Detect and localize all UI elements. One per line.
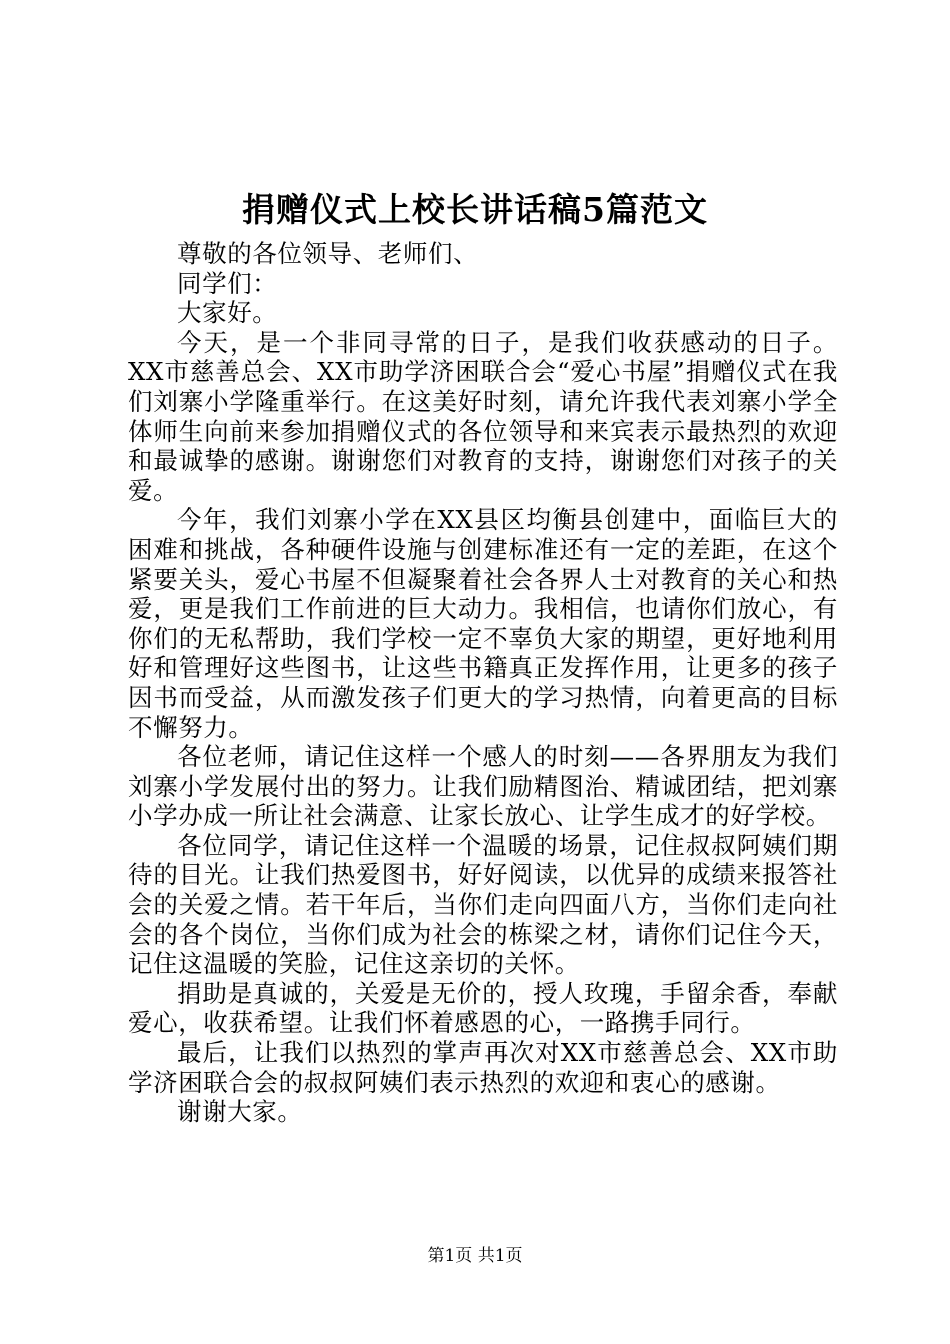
paragraph-closing: 谢谢大家。: [177, 1097, 303, 1127]
document-body: [128, 239, 838, 1127]
paragraph-body-3: 各位老师，请记住这样一个感人的时刻——各界朋友为我们刘寨小学发展付出的努力。让我们励精图治、精诚团结，把刘寨小学办成一所让社会满意、让家长放心、让学生成才的好学校。: [128, 742, 838, 831]
paragraph-body-2: 今年，我们刘寨小学在XX县区均衡县创建中，面临巨大的困难和挑战，各种硬件设施与创建标准还有一定的差距，在这个紧要关头，爱心书屋不但凝聚着社会各界人士对教育的关心和热爱，更是我们工作前进的巨大动力。我相信，也请你们放心，有你们的无私帮助，我们学校一定不辜负大家的期望，更好地利用好和管理好这些图书，让这些书籍真正发挥作用，让更多的孩子因书而受益，从而激发孩子们更大的学习热情，向着更高的目标不懈努力。: [128, 505, 838, 742]
paragraph-body-1: 今天，是一个非同寻常的日子，是我们收获感动的日子。XX市慈善总会、XX市助学济困联合会“爱心书屋”捐赠仪式在我们刘寨小学隆重举行。在这美好时刻，请允许我代表刘寨小学全体师生向前来参加捐赠仪式的各位领导和来宾表示最热烈的欢迎和最诚挚的感谢。谢谢您们对教育的支持，谢谢您们对孩子的关爱。: [128, 327, 838, 505]
paragraph-salutation-2: 同学们：: [177, 268, 278, 298]
page-number-footer: 第1页 共1页: [427, 1246, 523, 1266]
paragraph-salutation-1: 尊敬的各位领导、老师们、: [177, 239, 479, 268]
paragraph-greeting: 大家好。: [177, 298, 278, 328]
paragraph-body-4: 各位同学，请记住这样一个温暖的场景，记住叔叔阿姨们期待的目光。让我们热爱图书，好好阅读，以优异的成绩来报答社会的关爱之情。若干年后，当你们走向四面八方，当你们走向社会的各个岗位，当你们成为社会的栋梁之材，请你们记住今天，记住这温暖的笑脸，记住这亲切的关怀。: [128, 830, 838, 979]
paragraph-body-5: 捐助是真诚的，关爱是无价的，授人玫瑰，手留余香，奉献爱心，收获希望。让我们怀着感恩的心，一路携手同行。: [128, 978, 838, 1038]
paragraph-body-6: 最后，让我们以热烈的掌声再次对XX市慈善总会、XX市助学济困联合会的叔叔阿姨们表示热烈的欢迎和衷心的感谢。: [128, 1038, 838, 1097]
page-title: 捐赠仪式上校长讲话稿5篇范文: [242, 190, 708, 229]
